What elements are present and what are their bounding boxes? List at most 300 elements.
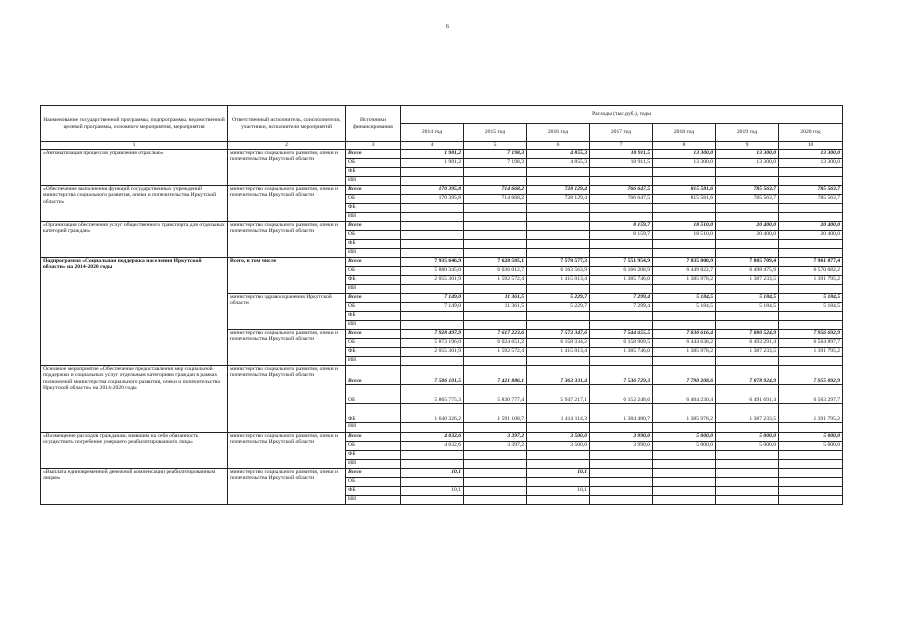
value-cell [779,460,843,469]
value-cell [716,249,779,258]
value-cell [527,177,590,186]
value-cell [779,312,843,321]
value-cell: 13 300,0 [716,159,779,168]
source-cell: ИИ [346,285,401,294]
source-cell: ОБ [346,339,401,348]
value-cell: 7 551 954,9 [590,258,653,267]
value-cell [527,213,590,222]
year-header: 2018 год [653,124,716,142]
value-cell: 5 000,0 [779,433,843,442]
value-cell: 13 300,0 [716,150,779,159]
value-cell: 6 024 651,2 [464,339,527,348]
source-cell: ФБ [346,240,401,249]
value-cell: 7 363 331,4 [527,366,590,385]
source-cell: Всего [346,433,401,442]
value-cell [716,321,779,330]
value-cell: 6 152 248,6 [590,385,653,404]
value-cell: 1 385 978,2 [653,404,716,423]
value-cell [527,423,590,433]
value-cell [590,496,653,505]
value-cell [401,312,464,321]
value-cell [590,240,653,249]
source-cell: ОБ [346,303,401,312]
value-cell: 20 400,0 [716,231,779,240]
source-cell: ОБ [346,385,401,404]
value-cell: 7 506 101,5 [401,366,464,385]
table-row [41,186,843,195]
value-cell: 1 391 795,2 [779,404,843,423]
column-number: 7 [590,142,653,150]
value-cell: 11 361,5 [464,294,527,303]
value-cell: 18 510,0 [653,222,716,231]
value-cell: 766 647,5 [590,186,653,195]
value-cell: 7 928 497,9 [401,330,464,339]
value-cell: 170 395,8 [401,195,464,204]
value-cell: 7 299,4 [590,294,653,303]
value-cell: 1 387 233,5 [716,404,779,423]
value-cell [401,168,464,177]
value-cell [716,469,779,478]
table-row [41,150,843,159]
value-cell [653,321,716,330]
value-cell: 3 500,0 [527,442,590,451]
value-cell [464,423,527,433]
value-cell: 10,1 [527,469,590,478]
value-cell [779,357,843,366]
value-cell [401,321,464,330]
value-cell [590,168,653,177]
value-cell [464,357,527,366]
header-sources: Источники финансирования [346,106,401,142]
value-cell: 6 404 230,4 [653,385,716,404]
value-cell [716,451,779,460]
header-expenses: Расходы (тыс.руб.), годы [401,106,843,124]
value-cell: 1 592 572,4 [464,276,527,285]
value-cell: 4 855,3 [527,159,590,168]
value-cell: 5 184,5 [653,294,716,303]
value-cell [464,285,527,294]
value-cell: 8 159,7 [590,231,653,240]
value-cell [653,357,716,366]
value-cell: 7 578 577,3 [527,258,590,267]
value-cell: 1 415 013,4 [527,348,590,357]
value-cell: 1 385 978,2 [653,348,716,357]
value-cell: 815 581,6 [653,195,716,204]
value-cell [716,285,779,294]
executor-cell: министерство социального развития, опеки и попечительства Иркутской области [228,150,346,186]
source-cell: ФБ [346,451,401,460]
value-cell [527,231,590,240]
source-cell: Всего [346,186,401,195]
value-cell [653,249,716,258]
value-cell: 13 300,0 [779,150,843,159]
value-cell: 728 129,4 [527,186,590,195]
value-cell: 1 414 114,3 [527,404,590,423]
column-number: 8 [653,142,716,150]
source-cell: Всего [346,150,401,159]
value-cell [590,285,653,294]
source-cell: ФБ [346,204,401,213]
value-cell [653,240,716,249]
value-cell [716,240,779,249]
value-cell [716,312,779,321]
value-cell [779,487,843,496]
value-cell [527,240,590,249]
source-cell: ФБ [346,404,401,423]
value-cell [464,312,527,321]
source-cell: ИИ [346,496,401,505]
value-cell: 20 400,0 [779,231,843,240]
value-cell [590,321,653,330]
value-cell [527,478,590,487]
value-cell [779,240,843,249]
value-cell: 7 299,4 [590,303,653,312]
value-cell [401,460,464,469]
value-cell [401,451,464,460]
value-cell [401,249,464,258]
value-cell: 8 159,7 [590,222,653,231]
value-cell [716,168,779,177]
value-cell [401,177,464,186]
source-cell: ОБ [346,159,401,168]
value-cell [464,321,527,330]
value-cell [779,213,843,222]
value-cell: 1 981,2 [401,159,464,168]
value-cell: 6 158 909,5 [590,339,653,348]
item-name-cell: «Выплата единовременной денежной компенсации реабилитированным лицам» [41,469,228,505]
value-cell: 6 564 897,7 [779,339,843,348]
value-cell [653,451,716,460]
value-cell [653,177,716,186]
column-number: 1 [41,142,228,150]
value-cell: 1 385 746,0 [590,276,653,285]
value-cell [779,469,843,478]
value-cell: 4 032,6 [401,433,464,442]
executor-cell: министерство социального развития, опеки и попечительства Иркутской области [228,366,346,433]
value-cell [464,460,527,469]
header-name: Наименование государственной программы, подпрограммы, ведомственной целевой программы, основного мероприятия, мероприятия [41,106,228,142]
value-cell [653,487,716,496]
value-cell [527,357,590,366]
value-cell [527,496,590,505]
value-cell [464,177,527,186]
value-cell: 5 229,7 [527,303,590,312]
value-cell [590,312,653,321]
value-cell: 1 391 795,2 [779,276,843,285]
value-cell [716,357,779,366]
executor-cell: министерство социального развития, опеки и попечительства Иркутской области [228,433,346,469]
value-cell [401,222,464,231]
year-header: 2020 год [779,124,843,142]
value-cell [401,423,464,433]
value-cell: 6 498 475,9 [716,267,779,276]
value-cell [464,487,527,496]
value-cell: 5 865 775,3 [401,385,464,404]
value-cell [779,285,843,294]
value-cell [779,321,843,330]
executor-cell: Всего, в том числе [228,258,346,294]
value-cell: 6 166 208,9 [590,267,653,276]
value-cell [527,312,590,321]
budget-table [40,105,843,505]
value-cell [653,496,716,505]
value-cell [779,478,843,487]
value-cell: 7 880 524,9 [716,330,779,339]
source-cell: ИИ [346,177,401,186]
source-cell: ОБ [346,442,401,451]
source-cell: ИИ [346,357,401,366]
value-cell: 1 592 572,4 [464,348,527,357]
source-cell: Всего [346,366,401,385]
executor-cell: министерство социального развития, опеки и попечительства Иркутской области [228,186,346,222]
value-cell: 5 184,5 [716,303,779,312]
value-cell: 5 830 777,4 [464,385,527,404]
column-number: 5 [464,142,527,150]
source-cell: Всего [346,330,401,339]
value-cell: 5 000,0 [716,442,779,451]
value-cell: 10,1 [527,487,590,496]
value-cell: 1 591 108,7 [464,404,527,423]
value-cell [716,487,779,496]
value-cell: 7 878 924,9 [716,366,779,385]
year-header: 2019 год [716,124,779,142]
value-cell: 4 855,3 [527,150,590,159]
value-cell [464,231,527,240]
value-cell: 7 628 585,1 [464,258,527,267]
executor-cell: министерство социального развития, опеки и попечительства Иркутской области [228,469,346,505]
value-cell: 7 790 208,6 [653,366,716,385]
value-cell: 1 415 013,4 [527,276,590,285]
value-cell: 7 830 616,4 [653,330,716,339]
source-cell: ФБ [346,312,401,321]
value-cell [590,460,653,469]
value-cell [527,168,590,177]
value-cell [590,177,653,186]
source-cell: ИИ [346,423,401,433]
value-cell [464,469,527,478]
value-cell [464,168,527,177]
source-cell: ОБ [346,231,401,240]
value-cell [779,423,843,433]
executor-cell: министерство социального развития, опеки и попечительства Иркутской области [228,330,346,366]
value-cell: 785 563,7 [779,195,843,204]
value-cell [590,469,653,478]
year-header: 2017 год [590,124,653,142]
value-cell: 5 880 345,0 [401,267,464,276]
value-cell: 2 055 301,9 [401,276,464,285]
value-cell: 1 385 746,0 [590,348,653,357]
value-cell [401,357,464,366]
value-cell: 7 544 655,5 [590,330,653,339]
year-header: 2016 год [527,124,590,142]
value-cell [527,249,590,258]
value-cell: 7 835 800,9 [653,258,716,267]
column-number: 3 [346,142,401,150]
source-cell: ОБ [346,267,401,276]
source-cell: ОБ [346,478,401,487]
table-row [41,366,843,385]
value-cell [464,496,527,505]
value-cell [527,285,590,294]
value-cell [716,213,779,222]
value-cell: 5 184,5 [779,294,843,303]
column-number: 9 [716,142,779,150]
value-cell: 6 570 082,2 [779,267,843,276]
value-cell: 7 149,0 [401,303,464,312]
source-cell: Всего [346,258,401,267]
value-cell: 6 493 291,4 [716,339,779,348]
value-cell [401,231,464,240]
value-cell [653,460,716,469]
value-cell: 6 563 297,7 [779,385,843,404]
value-cell: 5 184,5 [653,303,716,312]
value-cell: 20 400,0 [716,222,779,231]
value-cell [401,478,464,487]
value-cell [464,478,527,487]
value-cell [716,204,779,213]
source-cell: Всего [346,222,401,231]
value-cell [527,460,590,469]
value-cell [527,321,590,330]
value-cell [401,496,464,505]
value-cell: 1 385 978,2 [653,276,716,285]
value-cell [401,240,464,249]
value-cell: 1 387 233,5 [716,276,779,285]
value-cell [590,357,653,366]
value-cell: 7 935 646,9 [401,258,464,267]
value-cell [653,213,716,222]
value-cell: 10,1 [401,469,464,478]
value-cell: 5 000,0 [653,433,716,442]
value-cell [716,423,779,433]
value-cell: 7 573 347,6 [527,330,590,339]
value-cell: 7 961 877,4 [779,258,843,267]
value-cell [527,222,590,231]
value-cell: 815 581,6 [653,186,716,195]
value-cell [716,478,779,487]
table-row [41,258,843,267]
value-cell: 2 055 301,9 [401,348,464,357]
value-cell: 7 149,0 [401,294,464,303]
value-cell [653,423,716,433]
value-cell [716,496,779,505]
value-cell: 3 500,0 [527,433,590,442]
source-cell: ИИ [346,321,401,330]
value-cell: 5 947 217,1 [527,385,590,404]
value-cell [590,451,653,460]
value-cell: 7 421 886,1 [464,366,527,385]
value-cell: 785 563,7 [716,186,779,195]
value-cell: 20 400,0 [779,222,843,231]
value-cell [653,204,716,213]
value-cell: 728 129,4 [527,195,590,204]
value-cell [590,204,653,213]
item-name-cell: «Обеспечение выполнения функций государственных учреждений министерства социального развития, опеки и попечительства Иркутской области» [41,186,228,222]
source-cell: ФБ [346,168,401,177]
source-cell: ИИ [346,213,401,222]
value-cell [779,204,843,213]
value-cell [464,451,527,460]
source-cell: ФБ [346,348,401,357]
value-cell: 13 300,0 [779,159,843,168]
value-cell [590,213,653,222]
value-cell: 5 873 196,0 [401,339,464,348]
column-number: 2 [228,142,346,150]
value-cell [779,168,843,177]
value-cell [464,204,527,213]
value-cell [653,478,716,487]
value-cell [464,222,527,231]
value-cell: 5 184,5 [716,294,779,303]
value-cell: 13 300,0 [653,159,716,168]
value-cell [653,469,716,478]
value-cell: 6 036 012,7 [464,267,527,276]
year-header: 2014 год [401,124,464,142]
value-cell [779,177,843,186]
column-number: 4 [401,142,464,150]
value-cell: 7 536 729,3 [590,366,653,385]
value-cell: 170 395,8 [401,186,464,195]
value-cell: 7 956 692,9 [779,330,843,339]
value-cell [779,451,843,460]
value-cell [590,249,653,258]
value-cell: 1 640 326,2 [401,404,464,423]
item-name-cell: «Возмещение расходов гражданам, взявшим на себя обязанность осуществить погребение умершего реабилитированного лица» [41,433,228,469]
value-cell: 10 911,5 [590,150,653,159]
value-cell: 6 449 822,7 [653,267,716,276]
page-number: 6 [446,24,449,30]
value-cell [653,285,716,294]
value-cell [464,213,527,222]
value-cell [527,204,590,213]
value-cell: 7 617 223,6 [464,330,527,339]
value-cell: 5 000,0 [716,433,779,442]
value-cell: 7 885 709,4 [716,258,779,267]
value-cell: 6 491 691,4 [716,385,779,404]
value-cell [401,204,464,213]
value-cell: 714 668,2 [464,186,527,195]
value-cell: 766 647,5 [590,195,653,204]
table-row [41,222,843,231]
value-cell: 1 391 795,2 [779,348,843,357]
value-cell: 3 397,2 [464,442,527,451]
value-cell: 5 000,0 [779,442,843,451]
source-cell: ИИ [346,460,401,469]
source-cell: ОБ [346,195,401,204]
value-cell [464,240,527,249]
table-row [41,469,843,478]
header-executor: Ответственный исполнитель, соисполнители, участники, исполнители мероприятий [228,106,346,142]
column-number: 6 [527,142,590,150]
value-cell [401,285,464,294]
source-cell: Всего [346,469,401,478]
value-cell: 1 981,2 [401,150,464,159]
value-cell: 785 563,7 [779,186,843,195]
value-cell: 3 397,2 [464,433,527,442]
value-cell [590,487,653,496]
table-row [41,433,843,442]
value-cell [527,451,590,460]
value-cell: 3 990,0 [590,433,653,442]
value-cell [464,249,527,258]
item-name-cell: «Организация обеспечения услуг общественного транспорта для отдельных категорий граждан» [41,222,228,258]
value-cell [779,496,843,505]
item-name-cell: Основное мероприятие «Обеспечение предоставления мер социальной поддержки и социальных услуг отдельным категориям граждан в рамках полномочий министерства социального развития, опеки и попечительства Иркутской области» на 2014-2020 годы [41,366,228,433]
value-cell: 7 955 092,9 [779,366,843,385]
executor-cell: министерство здравоохранения Иркутской области [228,294,346,330]
value-cell: 6 163 563,9 [527,267,590,276]
column-number: 10 [779,142,843,150]
